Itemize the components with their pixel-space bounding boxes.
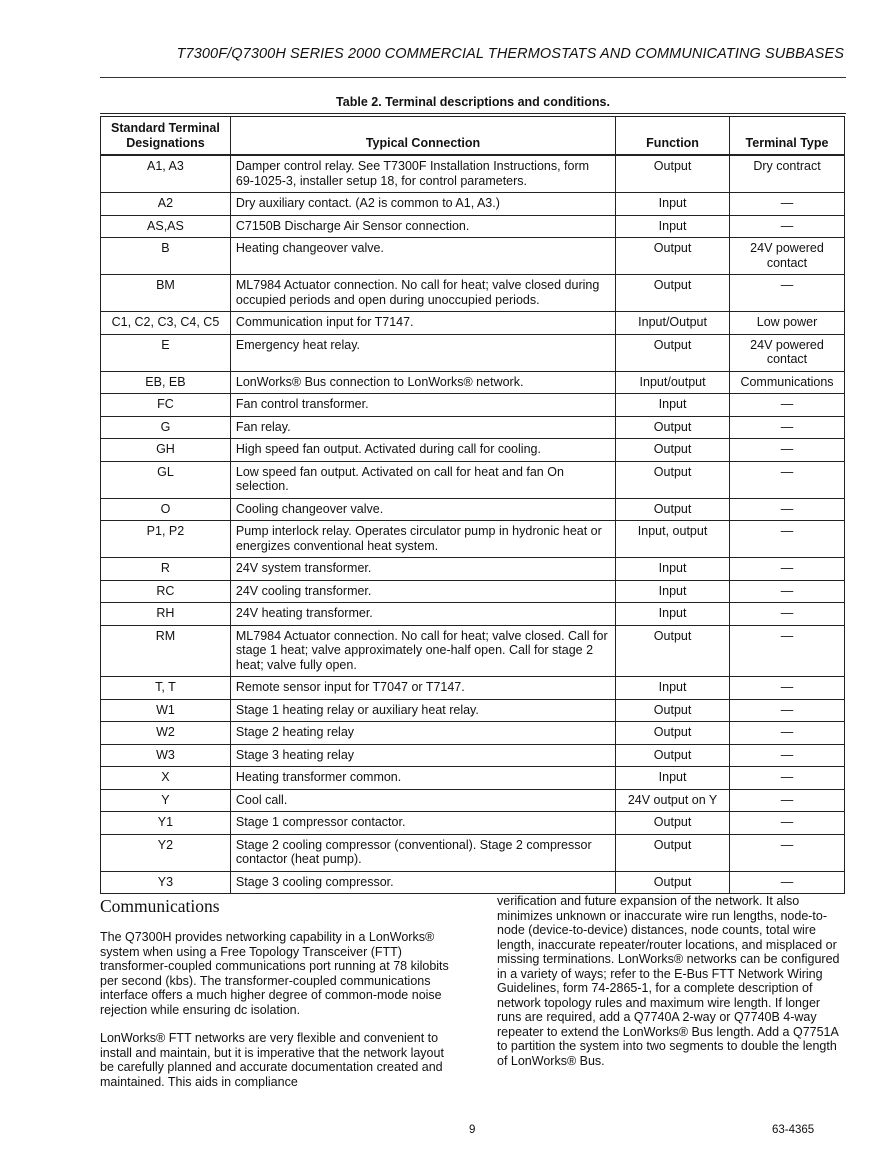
cell-terminal-type: — (730, 744, 845, 767)
cell-designation: GH (101, 439, 231, 462)
cell-designation: Y (101, 789, 231, 812)
table-row (101, 439, 845, 462)
cell-function: Output (616, 812, 730, 835)
cell-function: Output (616, 439, 730, 462)
cell-designation: Y1 (101, 812, 231, 835)
cell-connection: Heating transformer common. (230, 767, 615, 790)
cell-designation: RC (101, 580, 231, 603)
cell-terminal-type: — (730, 812, 845, 835)
column-header-connection: Typical Connection (230, 117, 615, 156)
cell-terminal-type: — (730, 767, 845, 790)
cell-connection: Dry auxiliary contact. (A2 is common to A1, A3.) (230, 193, 615, 216)
cell-connection: High speed fan output. Activated during call for cooling. (230, 439, 615, 462)
cell-designation: BM (101, 275, 231, 312)
cell-terminal-type: — (730, 722, 845, 745)
cell-terminal-type: — (730, 416, 845, 439)
paragraph: LonWorks® FTT networks are very flexible and convenient to install and maintain, but it is imperative that the network layout be carefully planned and accurate documentation created and maintained. This aids in compliance (100, 1031, 444, 1089)
cell-designation: X (101, 767, 231, 790)
cell-terminal-type: — (730, 558, 845, 581)
cell-designation: Y2 (101, 834, 231, 871)
cell-terminal-type: Low power (730, 312, 845, 335)
table-row (101, 699, 845, 722)
terminal-descriptions-table (100, 116, 845, 894)
cell-terminal-type: 24V powered contact (730, 238, 845, 275)
cell-designation: A1, A3 (101, 155, 231, 193)
cell-function: Output (616, 722, 730, 745)
table-row (101, 238, 845, 275)
cell-connection: Cooling changeover valve. (230, 498, 615, 521)
cell-connection: LonWorks® Bus connection to LonWorks® network. (230, 371, 615, 394)
cell-connection: Stage 2 heating relay (230, 722, 615, 745)
table-row (101, 312, 845, 335)
cell-designation: W3 (101, 744, 231, 767)
cell-terminal-type: — (730, 394, 845, 417)
cell-connection: Fan relay. (230, 416, 615, 439)
communications-left-column (100, 930, 452, 1103)
cell-function: Input (616, 580, 730, 603)
cell-designation: FC (101, 394, 231, 417)
header-divider (100, 77, 846, 78)
cell-terminal-type: — (730, 521, 845, 558)
cell-designation: E (101, 334, 231, 371)
cell-designation: RM (101, 625, 231, 677)
cell-function: Output (616, 625, 730, 677)
cell-function: Output (616, 461, 730, 498)
table-row (101, 580, 845, 603)
cell-terminal-type: Communications (730, 371, 845, 394)
document-number: 63-4365 (772, 1124, 815, 1136)
cell-function: Input (616, 215, 730, 238)
cell-designation: W1 (101, 699, 231, 722)
cell-connection: Damper control relay. See T7300F Installation Instructions, form 69-1025-3, installer setup 18, for control parameters. (230, 155, 615, 193)
cell-connection: Fan control transformer. (230, 394, 615, 417)
cell-terminal-type: — (730, 789, 845, 812)
table-row (101, 371, 845, 394)
cell-connection: Stage 2 cooling compressor (conventional). Stage 2 compressor contactor (heat pump). (230, 834, 615, 871)
cell-connection: ML7984 Actuator connection. No call for heat; valve closed during occupied periods and open during unoccupied periods. (230, 275, 615, 312)
cell-function: Output (616, 275, 730, 312)
column-header-function: Function (616, 117, 730, 156)
cell-designation: R (101, 558, 231, 581)
cell-terminal-type: — (730, 625, 845, 677)
cell-connection: 24V cooling transformer. (230, 580, 615, 603)
table-row (101, 275, 845, 312)
table-body (101, 155, 845, 894)
cell-function: Output (616, 744, 730, 767)
cell-terminal-type: — (730, 677, 845, 700)
cell-designation: W2 (101, 722, 231, 745)
cell-terminal-type: — (730, 699, 845, 722)
cell-connection: Pump interlock relay. Operates circulator pump in hydronic heat or energizes conventional heat system. (230, 521, 615, 558)
cell-function: Input (616, 677, 730, 700)
cell-function: Input (616, 558, 730, 581)
table-row (101, 789, 845, 812)
section-heading-communications: Communications (100, 896, 220, 916)
cell-terminal-type: — (730, 275, 845, 312)
table-row (101, 603, 845, 626)
cell-connection: 24V heating transformer. (230, 603, 615, 626)
table-row (101, 416, 845, 439)
table-row (101, 498, 845, 521)
cell-connection: ML7984 Actuator connection. No call for heat; valve closed. Call for stage 1 heat; valve approximately one-half open. Call for stage 2 heat; valve fully open. (230, 625, 615, 677)
cell-function: Input (616, 603, 730, 626)
cell-terminal-type: — (730, 498, 845, 521)
cell-function: Input (616, 767, 730, 790)
cell-terminal-type: 24V powered contact (730, 334, 845, 371)
table-row (101, 558, 845, 581)
cell-function: Input/Output (616, 312, 730, 335)
cell-designation: G (101, 416, 231, 439)
cell-terminal-type: — (730, 603, 845, 626)
cell-connection: Stage 3 cooling compressor. (230, 871, 615, 894)
cell-connection: Communication input for T7147. (230, 312, 615, 335)
table-row (101, 193, 845, 216)
cell-terminal-type: Dry contract (730, 155, 845, 193)
table-row (101, 394, 845, 417)
cell-terminal-type: — (730, 215, 845, 238)
cell-connection: Stage 1 compressor contactor. (230, 812, 615, 835)
cell-designation: GL (101, 461, 231, 498)
table-row (101, 215, 845, 238)
cell-function: Output (616, 498, 730, 521)
cell-connection: 24V system transformer. (230, 558, 615, 581)
cell-function: 24V output on Y (616, 789, 730, 812)
cell-connection: Stage 1 heating relay or auxiliary heat relay. (230, 699, 615, 722)
cell-designation: Y3 (101, 871, 231, 894)
cell-designation: A2 (101, 193, 231, 216)
table-caption: Table 2. Terminal descriptions and conditions. (336, 95, 610, 109)
cell-designation: AS,AS (101, 215, 231, 238)
running-header: T7300F/Q7300H SERIES 2000 COMMERCIAL THERMOSTATS AND COMMUNICATING SUBBASES (176, 46, 844, 62)
cell-connection: Low speed fan output. Activated on call for heat and fan On selection. (230, 461, 615, 498)
cell-function: Input, output (616, 521, 730, 558)
table-row (101, 744, 845, 767)
cell-function: Input/output (616, 371, 730, 394)
cell-function: Output (616, 871, 730, 894)
table-header-row (101, 117, 845, 156)
cell-designation: C1, C2, C3, C4, C5 (101, 312, 231, 335)
column-header-terminal-type: Terminal Type (730, 117, 845, 156)
cell-connection: Heating changeover valve. (230, 238, 615, 275)
page-number: 9 (469, 1124, 476, 1136)
cell-terminal-type: — (730, 834, 845, 871)
paragraph: The Q7300H provides networking capability in a LonWorks® system when using a Free Topology Transceiver (FTT) transformer-coupled communications port running at 78 kilobits per second (kbs). The transformer-coupled communications interface offers a much higher degree of common-mode noise rejection while ensuring dc isolation. (100, 930, 449, 1017)
table-row (101, 871, 845, 894)
cell-connection: Emergency heat relay. (230, 334, 615, 371)
cell-designation: O (101, 498, 231, 521)
table-row (101, 767, 845, 790)
table-row (101, 834, 845, 871)
cell-terminal-type: — (730, 580, 845, 603)
cell-designation: EB, EB (101, 371, 231, 394)
cell-designation: B (101, 238, 231, 275)
table-row (101, 521, 845, 558)
cell-designation: RH (101, 603, 231, 626)
cell-function: Input (616, 193, 730, 216)
cell-connection: Stage 3 heating relay (230, 744, 615, 767)
cell-function: Output (616, 155, 730, 193)
table-row (101, 722, 845, 745)
cell-connection: Remote sensor input for T7047 or T7147. (230, 677, 615, 700)
table-row (101, 677, 845, 700)
table-row (101, 625, 845, 677)
cell-designation: P1, P2 (101, 521, 231, 558)
cell-terminal-type: — (730, 871, 845, 894)
cell-terminal-type: — (730, 193, 845, 216)
cell-function: Input (616, 394, 730, 417)
cell-function: Output (616, 238, 730, 275)
table-row (101, 155, 845, 193)
terminal-table-container (100, 113, 846, 894)
cell-function: Output (616, 699, 730, 722)
cell-terminal-type: — (730, 461, 845, 498)
column-header-designations: Standard Terminal Designations (101, 117, 231, 156)
table-row (101, 812, 845, 835)
cell-connection: C7150B Discharge Air Sensor connection. (230, 215, 615, 238)
cell-function: Output (616, 834, 730, 871)
cell-function: Output (616, 416, 730, 439)
table-row (101, 334, 845, 371)
cell-function: Output (616, 334, 730, 371)
paragraph: verification and future expansion of the network. It also minimizes unknown or inaccurate wire run lengths, node-to-node (device-to-device) distances, node counts, total wire length, inaccurate repeater/router locations, and misplaced or missing terminations. LonWorks® networks can be configured in a variety of ways; refer to the E-Bus FTT Network Wiring Guidelines, form 74-2865-1, for a complete description of network topology rules and maximum wire length. If longer runs are required, add a Q7740A 2-way or Q7740B 4-way repeater to extend the LonWorks® Bus length. Add a Q7751A to partition the system into two segments to double the length of LonWorks® Bus. (497, 894, 840, 1068)
communications-right-column (497, 894, 846, 1082)
cell-connection: Cool call. (230, 789, 615, 812)
table-row (101, 461, 845, 498)
cell-designation: T, T (101, 677, 231, 700)
cell-terminal-type: — (730, 439, 845, 462)
